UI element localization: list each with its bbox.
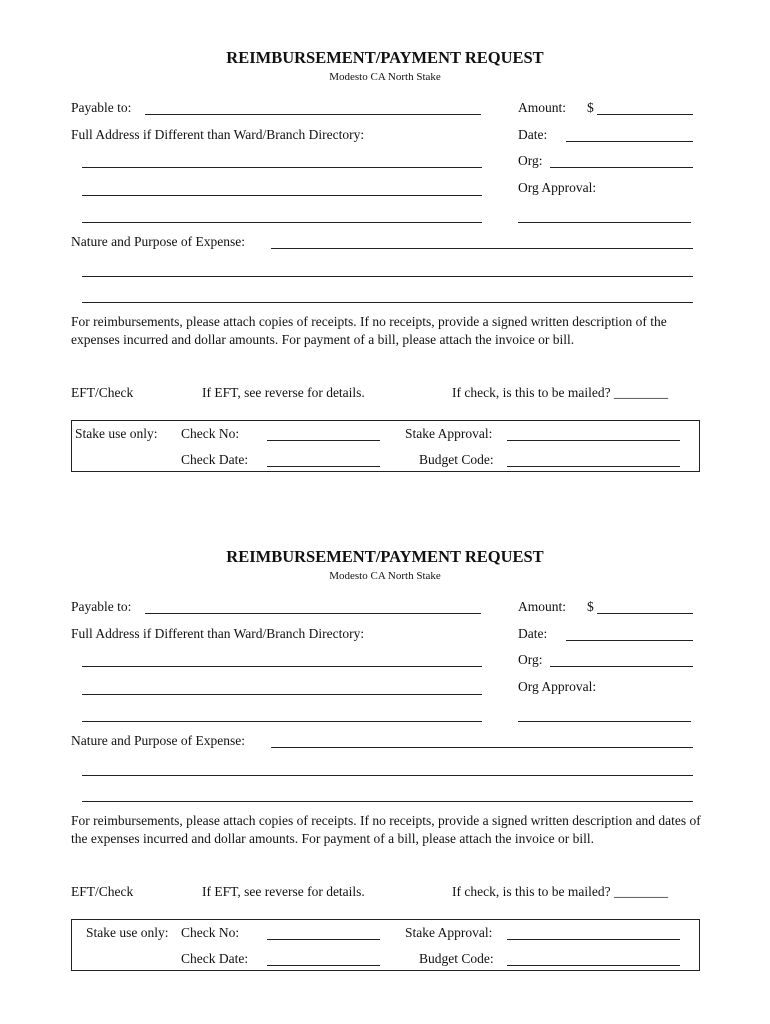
address-line-2[interactable]	[82, 694, 482, 695]
address-line-3[interactable]	[82, 721, 482, 722]
instructions-text: For reimbursements, please attach copies of receipts. If no receipts, provide a signed written description and dates of the expenses incurred and dollar amounts. For payment of a bill, please attach the invoice or bill.	[71, 813, 701, 846]
form-subtitle: Modesto CA North Stake	[329, 71, 441, 83]
stake-approval-label: Stake Approval:	[405, 426, 493, 441]
address-line-1[interactable]	[82, 167, 482, 168]
org-approval-field[interactable]	[518, 721, 691, 722]
nature-field[interactable]	[271, 248, 693, 249]
amount-field[interactable]	[597, 613, 693, 614]
payable-to-label: Payable to:	[71, 599, 132, 614]
date-label: Date:	[518, 626, 548, 641]
full-address-label: Full Address if Different than Ward/Branch Directory:	[71, 127, 365, 142]
form-title: REIMBURSEMENT/PAYMENT REQUEST	[226, 547, 544, 566]
mailed-question: If check, is this to be mailed? ________	[452, 385, 668, 400]
mailed-question: If check, is this to be mailed? ________	[452, 884, 668, 899]
check-date-field[interactable]	[267, 466, 380, 467]
date-field[interactable]	[566, 640, 693, 641]
payable-to-field[interactable]	[145, 114, 481, 115]
request-form-1	[0, 0, 770, 480]
stake-use-label: Stake use only:	[86, 925, 169, 940]
amount-field[interactable]	[597, 114, 693, 115]
stake-approval-label: Stake Approval:	[405, 925, 493, 940]
org-label: Org:	[518, 652, 543, 667]
check-date-field[interactable]	[267, 965, 380, 966]
nature-field[interactable]	[271, 747, 693, 748]
date-field[interactable]	[566, 141, 693, 142]
address-line-3[interactable]	[82, 222, 482, 223]
budget-code-label: Budget Code:	[419, 951, 494, 966]
nature-line-2[interactable]	[82, 276, 693, 277]
check-no-label: Check No:	[181, 925, 240, 940]
budget-code-label: Budget Code:	[419, 452, 494, 467]
date-label: Date:	[518, 127, 548, 142]
check-date-label: Check Date:	[181, 452, 249, 467]
org-approval-field[interactable]	[518, 222, 691, 223]
budget-code-field[interactable]	[507, 466, 680, 467]
full-address-label: Full Address if Different than Ward/Branch Directory:	[71, 626, 365, 641]
dollar-sign: $	[587, 100, 594, 115]
stake-approval-field[interactable]	[507, 440, 680, 441]
budget-code-field[interactable]	[507, 965, 680, 966]
nature-label: Nature and Purpose of Expense:	[71, 234, 245, 249]
check-no-field[interactable]	[267, 440, 380, 441]
eft-note: If EFT, see reverse for details.	[202, 884, 365, 899]
address-line-1[interactable]	[82, 666, 482, 667]
amount-label: Amount:	[518, 599, 567, 614]
eft-check-label: EFT/Check	[71, 884, 134, 899]
check-no-label: Check No:	[181, 426, 240, 441]
stake-approval-field[interactable]	[507, 939, 680, 940]
form-subtitle: Modesto CA North Stake	[329, 570, 441, 582]
payable-to-field[interactable]	[145, 613, 481, 614]
dollar-sign: $	[587, 599, 594, 614]
amount-label: Amount:	[518, 100, 567, 115]
nature-line-3[interactable]	[82, 302, 693, 303]
payable-to-label: Payable to:	[71, 100, 132, 115]
org-approval-label: Org Approval:	[518, 180, 597, 195]
check-no-field[interactable]	[267, 939, 380, 940]
stake-use-box	[71, 420, 700, 472]
check-date-label: Check Date:	[181, 951, 249, 966]
eft-note: If EFT, see reverse for details.	[202, 385, 365, 400]
eft-check-label: EFT/Check	[71, 385, 134, 400]
nature-line-3[interactable]	[82, 801, 693, 802]
org-field[interactable]	[550, 666, 693, 667]
instructions-text: For reimbursements, please attach copies of receipts. If no receipts, provide a signed written description of the expenses incurred and dollar amounts. For payment of a bill, please attach the invoice or bill.	[71, 314, 667, 347]
nature-line-2[interactable]	[82, 775, 693, 776]
nature-label: Nature and Purpose of Expense:	[71, 733, 245, 748]
stake-use-label: Stake use only:	[75, 426, 158, 441]
form-title: REIMBURSEMENT/PAYMENT REQUEST	[226, 48, 544, 67]
address-line-2[interactable]	[82, 195, 482, 196]
request-form-2	[0, 499, 770, 979]
org-field[interactable]	[550, 167, 693, 168]
org-approval-label: Org Approval:	[518, 679, 597, 694]
org-label: Org:	[518, 153, 543, 168]
